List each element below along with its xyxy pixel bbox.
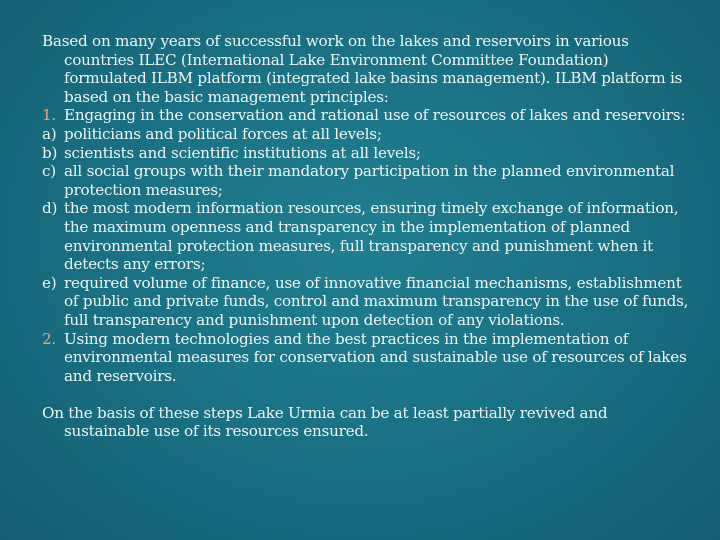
list-item (42, 274, 692, 330)
list-marker: b) (42, 143, 58, 162)
list-marker: 2. (42, 329, 56, 348)
list-marker: e) (42, 273, 57, 292)
list-item (42, 199, 692, 273)
list-item-text: politicians and political forces at all levels; (64, 124, 382, 143)
intro-paragraph: Based on many years of successful work on the lakes and reservoirs in various countries ILEC (International Lake Environment Committee Foundation) formulated ILBM platform (integrated lake basins management). ILBM platform is based on the basic management principles: (42, 32, 683, 106)
list-marker: c) (42, 162, 56, 181)
list-marker: a) (42, 124, 57, 143)
spacer (42, 385, 692, 404)
list-item-text: all social groups with their mandatory participation in the planned environmental protection measures; (64, 162, 675, 199)
list-item (42, 162, 692, 199)
list-item-text: Engaging in the conservation and rational use of resources of lakes and reservoirs: (64, 106, 686, 125)
list-item-text: required volume of finance, use of innovative financial mechanisms, establishment of public and private funds, control and maximum transparency in the use of funds, full transparency and punishment upon detection of any violations. (64, 273, 689, 329)
list-item-text: scientists and scientific institutions at all levels; (64, 143, 421, 162)
list-item (42, 106, 692, 125)
conclusion-paragraph: On the basis of these steps Lake Urmia can be at least partially revived and sustainable use of its resources ensured. (42, 403, 608, 441)
list-item-text: Using modern technologies and the best practices in the implementation of environmental measures for conservation and sustainable use of resources of lakes and reservoirs. (64, 329, 687, 385)
slide-body (42, 32, 692, 441)
list-marker: 1. (42, 106, 56, 125)
list-item-text: the most modern information resources, ensuring timely exchange of information, the maximum openness and transparency in the implementation of planned environmental protection measures, full transparency and punishment when it detects any errors; (64, 199, 679, 274)
list-item (42, 125, 692, 144)
list-marker: d) (42, 199, 58, 218)
list-item (42, 144, 692, 163)
list-item (42, 330, 692, 386)
